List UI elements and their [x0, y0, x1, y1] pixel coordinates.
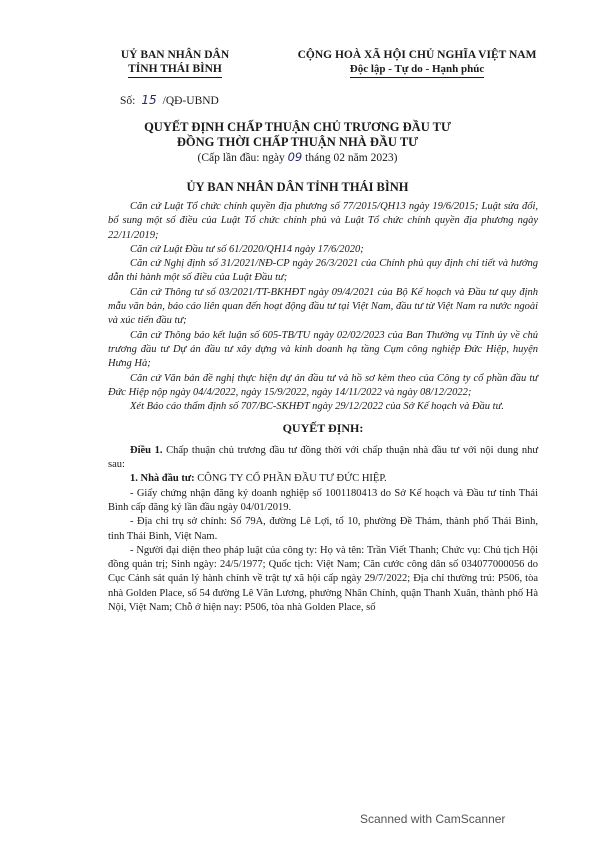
- issuer-line-2: TỈNH THÁI BÌNH: [128, 62, 222, 78]
- article-1-text: Chấp thuận chủ trương đầu tư đồng thời với chấp thuận nhà đầu tư với nội dung như sau:: [108, 444, 539, 471]
- legal-basis-item: Căn cứ Luật Đầu tư số 61/2020/QH14 ngày 17/6/2020;: [130, 243, 364, 255]
- national-header: [262, 48, 572, 78]
- issuing-agency: ỦY BAN NHÂN DÂN TỈNH THÁI BÌNH: [186, 180, 409, 194]
- investor-label: 1. Nhà đầu tư:: [130, 473, 195, 485]
- legal-basis-item: Xét Báo cáo thẩm định số 707/BC-SKHĐT ngày 29/12/2022 của Sở Kế hoạch và Đầu tư.: [130, 401, 504, 413]
- document-number-label: Số:: [120, 95, 136, 107]
- investor-detail: - Địa chỉ trụ sở chính: Số 79A, đường Lê Lợi, tổ 10, phường Đề Thám, thành phố Thái Bình, tỉnh Thái Bình, Việt Nam.: [108, 516, 538, 542]
- legal-basis-item: Căn cứ Luật Tổ chức chính quyền địa phương số 77/2015/QH13 ngày 19/6/2015; Luật sửa đổi, bổ sung một số điều của Luật Tổ chức chính phủ và Luật Tổ chức chính quyền địa phương ngày 22/11/2019;: [108, 201, 538, 241]
- investor-detail: - Người đại diện theo pháp luật của công ty: Họ và tên: Trần Viết Thanh; Chức vụ: Chủ tịch Hội đồng quản trị; Sinh ngày: 24/5/1977; Quốc tịch: Việt Nam; Căn cước công dân số 034077000056 do Cục Cảnh sát quản lý hành chính về trật tự xã hội cấp ngày 29/7/2022; Địa chỉ thường trú: P506, tòa nhà Golden Place, số 54 đường Lê Văn Lương, phường Nhân Chính, quận Thanh Xuân, thành phố Hà Nội, Việt Nam; Chỗ ở hiện nay: P506, tòa nhà Golden Place, số: [108, 544, 538, 614]
- scanner-watermark: Scanned with CamScanner: [360, 812, 506, 826]
- legal-basis-item: Căn cứ Văn bản đề nghị thực hiện dự án đầu tư và hồ sơ kèm theo của Công ty cổ phần đầu tư Đức Hiệp nộp ngày 04/4/2022, ngày 15/9/2022, ngày 14/11/2022 và ngày 08/12/2022;: [108, 372, 538, 398]
- article-1-label: Điều 1.: [130, 444, 163, 456]
- decision-heading: QUYẾT ĐỊNH:: [282, 421, 364, 436]
- legal-basis-item: Căn cứ Thông tư số 03/2021/TT-BKHĐT ngày 09/4/2021 của Bộ Kế hoạch và Đầu tư quy định mẫu văn bản, báo cáo liên quan đến hoạt động đầu tư tại Việt Nam, đầu tư từ Việt Nam ra nước ngoài và xúc tiến đầu tư;: [108, 286, 538, 327]
- issue-date-prefix: (Cấp lần đầu: ngày: [197, 152, 285, 164]
- issue-date-suffix: tháng 02 năm 2023): [305, 152, 398, 164]
- article-1: [108, 444, 538, 473]
- document-title: [60, 120, 535, 149]
- issuer-line-1: UỶ BAN NHÂN DÂN: [120, 49, 230, 61]
- issue-date: [60, 150, 535, 164]
- document-title-line-1: QUYẾT ĐỊNH CHẤP THUẬN CHỦ TRƯƠNG ĐẦU TƯ: [144, 120, 451, 134]
- legal-basis-item: Căn cứ Thông báo kết luận số 605-TB/TU ngày 02/02/2023 của Ban Thường vụ Tỉnh ủy về chủ trương đầu tư Dự án đầu tư xây dựng và kinh doanh hạ tầng Cụm công nghiệp Đức Hiệp, huyện Hưng Hà;: [108, 329, 538, 370]
- document-number: [120, 93, 219, 107]
- investor-detail: - Giấy chứng nhận đăng ký doanh nghiệp số 1001180413 do Sở Kế hoạch và Đầu tư tỉnh Thái Bình cấp đăng ký lần đầu ngày 04/01/2019.: [108, 487, 538, 513]
- national-motto: Độc lập - Tự do - Hạnh phúc: [350, 62, 484, 78]
- national-title: CỘNG HOÀ XÃ HỘI CHỦ NGHĨA VIỆT NAM: [297, 49, 537, 61]
- document-title-line-2: ĐỒNG THỜI CHẤP THUẬN NHÀ ĐẦU TƯ: [176, 134, 419, 149]
- issuer-header: [100, 48, 250, 78]
- document-number-suffix: /QĐ-UBND: [162, 95, 219, 107]
- legal-basis-item: Căn cứ Nghị định số 31/2021/NĐ-CP ngày 26/3/2021 của Chính phủ quy định chi tiết và hướng dẫn thi hành một số điều của Luật Đầu tư;: [108, 258, 538, 284]
- document-body: [108, 200, 538, 615]
- document-number-handwritten: 15: [141, 93, 157, 107]
- issue-date-day: 09: [287, 150, 303, 164]
- investor-name: CÔNG TY CỔ PHẦN ĐẦU TƯ ĐỨC HIỆP.: [197, 473, 387, 485]
- investor-heading: [108, 472, 538, 486]
